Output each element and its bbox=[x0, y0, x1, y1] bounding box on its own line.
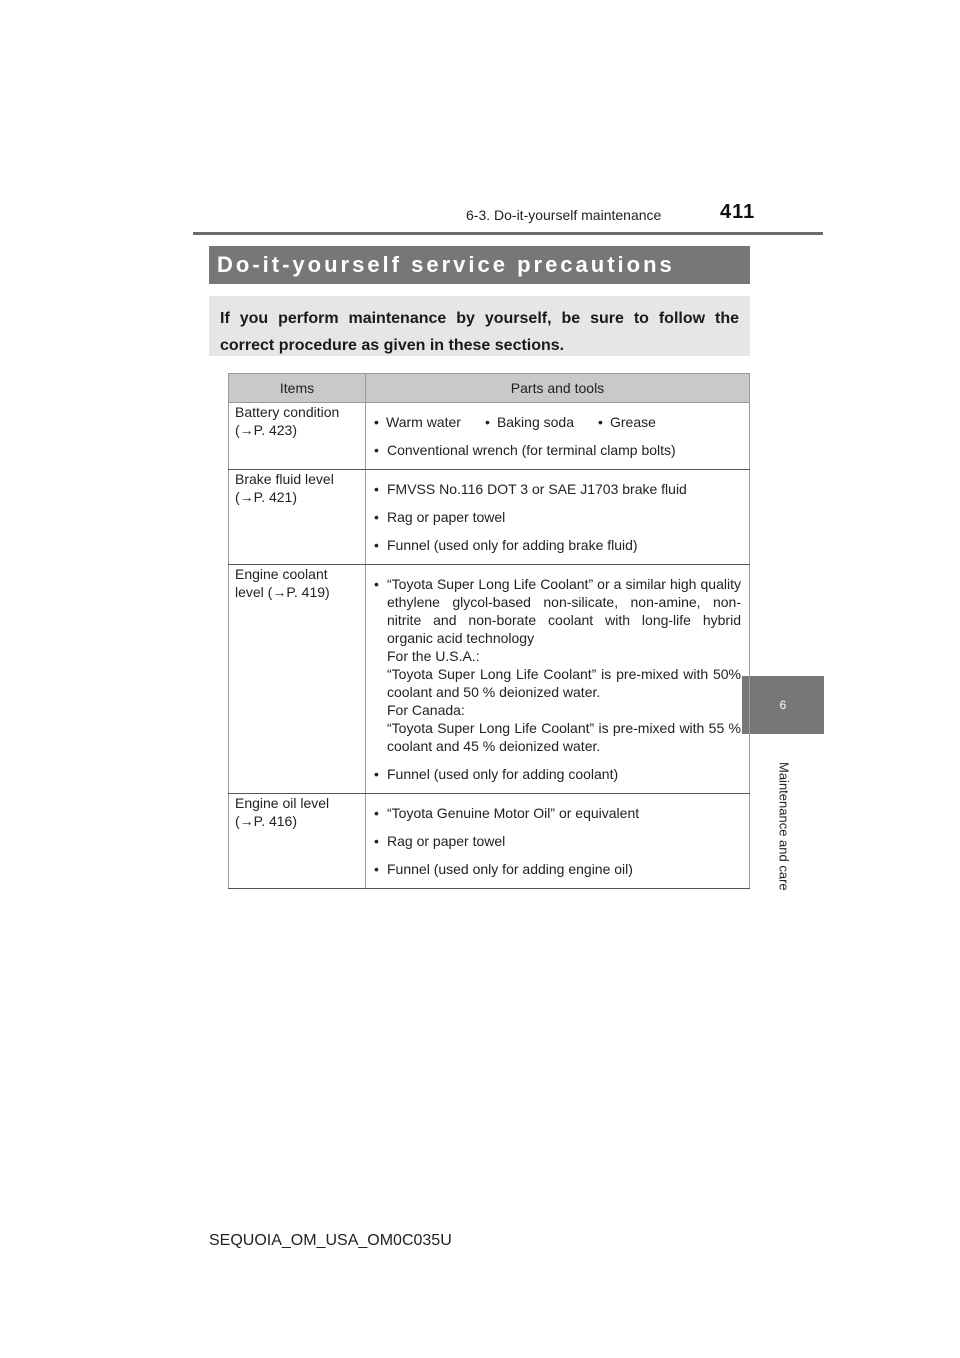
list-item: • FMVSS No.116 DOT 3 or SAE J1703 brake fluid bbox=[374, 480, 741, 498]
list-item: • Rag or paper towel bbox=[374, 508, 741, 526]
list-item bbox=[374, 413, 741, 431]
list-item: • “Toyota Genuine Motor Oil” or equivalent bbox=[374, 804, 741, 822]
page-reference-link[interactable]: level (→P. 419) bbox=[235, 584, 330, 600]
region-text-canada: “Toyota Super Long Life Coolant” is pre-mixed with 55 % coolant and 45 % deionized water. bbox=[387, 720, 741, 754]
region-label-canada: For Canada: bbox=[387, 702, 465, 718]
table-row bbox=[229, 794, 750, 889]
table-header-row bbox=[229, 374, 750, 403]
intro-note: If you perform maintenance by yourself, be sure to follow the correct procedure as given in these sections. bbox=[209, 296, 750, 356]
list-item: • Rag or paper towel bbox=[374, 832, 741, 850]
page-reference-link[interactable]: (→P. 423) bbox=[235, 422, 297, 438]
page-title: Do-it-yourself service precautions bbox=[209, 246, 750, 284]
table-row bbox=[229, 403, 750, 470]
item-label: Brake fluid level bbox=[235, 471, 334, 487]
list-item: • Funnel (used only for adding coolant) bbox=[374, 765, 741, 783]
item-label: Engine oil level bbox=[235, 795, 330, 811]
tool-item: • Baking soda bbox=[485, 413, 574, 431]
tools-cell bbox=[366, 403, 750, 470]
chapter-tab: 6 bbox=[742, 676, 824, 734]
item-engine-oil-level bbox=[229, 794, 366, 889]
list-item: • Funnel (used only for adding brake fluid) bbox=[374, 536, 741, 554]
tools-cell bbox=[366, 470, 750, 565]
region-text-usa: “Toyota Super Long Life Coolant” is pre-mixed with 50% coolant and 50 % deionized water. bbox=[387, 666, 741, 700]
section-header: 6-3. Do-it-yourself maintenance bbox=[466, 207, 662, 223]
list-item: • Conventional wrench (for terminal clamp bolts) bbox=[374, 441, 741, 459]
region-label-usa: For the U.S.A.: bbox=[387, 648, 480, 664]
table-row bbox=[229, 565, 750, 794]
document-footer: SEQUOIA_OM_USA_OM0C035U bbox=[209, 1232, 452, 1249]
item-label: Engine coolant bbox=[235, 566, 328, 582]
header-items: Items bbox=[229, 374, 366, 403]
page-reference-link[interactable]: (→P. 421) bbox=[235, 489, 297, 505]
item-label: Battery condition bbox=[235, 404, 340, 420]
item-battery-condition bbox=[229, 403, 366, 470]
coolant-description: • “Toyota Super Long Life Coolant” or a similar high quality ethylene glycol-based non-silicate, non-amine, non-nitrite and non-borate coolant with long-life hybrid organic acid technology bbox=[387, 576, 741, 646]
header-rule bbox=[193, 232, 823, 235]
item-brake-fluid-level bbox=[229, 470, 366, 565]
page-reference-link[interactable]: (→P. 416) bbox=[235, 813, 297, 829]
tools-cell bbox=[366, 794, 750, 889]
table-row bbox=[229, 470, 750, 565]
page-number: 411 bbox=[720, 201, 756, 223]
chapter-label: Maintenance and care bbox=[776, 761, 792, 891]
tool-item: • Warm water bbox=[374, 413, 461, 431]
item-engine-coolant-level bbox=[229, 565, 366, 794]
tool-item: • Grease bbox=[598, 413, 656, 431]
list-item: • Funnel (used only for adding engine oil) bbox=[374, 860, 741, 878]
header-parts-tools: Parts and tools bbox=[366, 374, 750, 403]
parts-table bbox=[228, 373, 750, 889]
list-item bbox=[374, 575, 741, 755]
tools-cell bbox=[366, 565, 750, 794]
